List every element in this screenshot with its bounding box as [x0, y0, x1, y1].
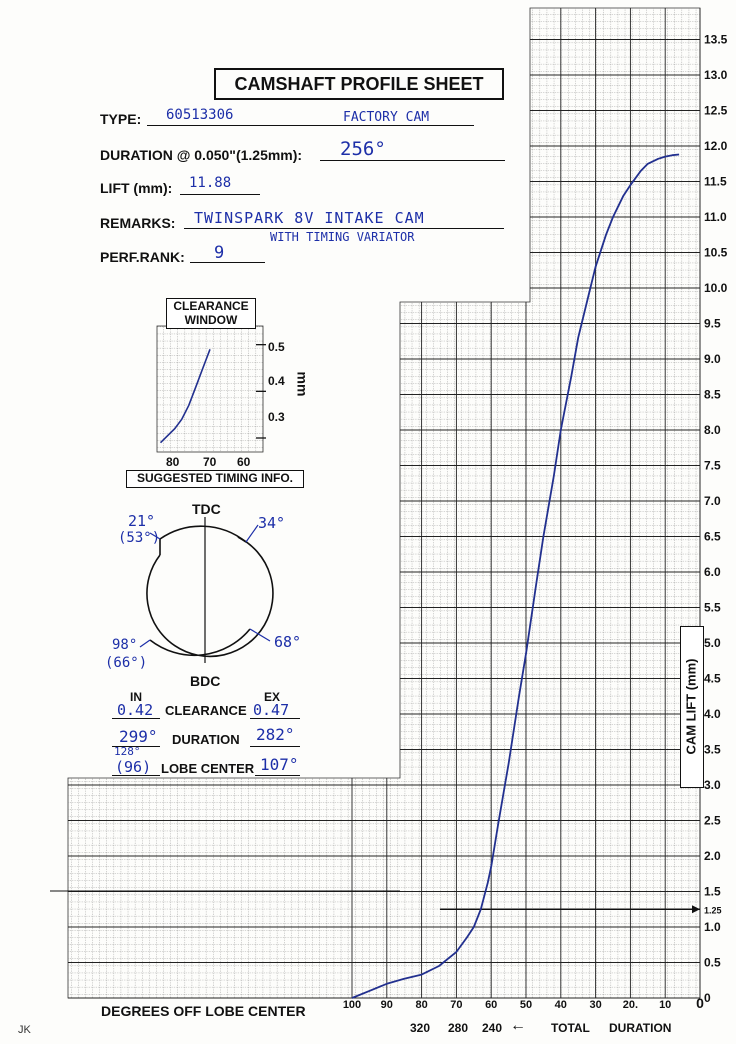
timing-heading: SUGGESTED TIMING INFO.	[126, 470, 304, 488]
duration-ex-underline	[250, 746, 300, 747]
clearance-in: 0.42	[117, 701, 154, 719]
clearance-window-line1: CLEARANCE	[173, 299, 249, 313]
type-value: 60513306	[166, 107, 234, 123]
spec-duration-label: DURATION	[172, 732, 240, 747]
evc-value: 34°	[258, 514, 286, 532]
ivo-value: 21°	[128, 512, 156, 530]
y-tick-label: 7.0	[704, 494, 721, 508]
initials: JK	[18, 1024, 31, 1036]
y-tick-label: 4.0	[704, 707, 721, 721]
bdc-label: BDC	[190, 673, 221, 689]
y-tick-label: 12.5	[704, 103, 728, 118]
y-tick-label: 8.0	[704, 423, 721, 437]
perf-value: 9	[214, 243, 225, 263]
x-tick-label: 60	[485, 999, 498, 1011]
type-note: FACTORY CAM	[343, 110, 430, 125]
x-tick-label: 0	[696, 995, 704, 1011]
y-tick-label: 13.5	[704, 32, 728, 47]
lobe-in: (96)	[115, 758, 152, 776]
clearance-window-label	[166, 298, 256, 329]
clearance-ex-underline	[250, 718, 300, 719]
perf-underline	[190, 262, 265, 263]
lobe-center-label: LOBE CENTER	[161, 761, 255, 776]
x-tick-label: 100	[342, 999, 362, 1011]
type-underline	[147, 125, 474, 126]
cw-tick-03: 0.3	[268, 410, 285, 424]
x2-arrow: ←	[510, 1017, 526, 1034]
y-tick-label: 0.5	[704, 955, 721, 970]
y-tick-label: 1.25	[704, 905, 722, 916]
y-tick-label: 3.5	[704, 742, 721, 757]
y-tick-label: 3.0	[704, 778, 721, 792]
remarks-label: REMARKS:	[100, 215, 176, 231]
y-tick-label: 1.5	[704, 884, 721, 899]
x-tick-label: 50	[519, 999, 533, 1011]
clearance-label: CLEARANCE	[165, 703, 247, 718]
lobe-in-small: 128°	[114, 745, 141, 758]
x-tick-label: 90	[380, 999, 393, 1011]
x2-title-a: TOTAL	[551, 1021, 590, 1035]
ivc-value: 98°	[112, 637, 138, 653]
lift-label: LIFT (mm):	[100, 180, 173, 196]
clearance-ex: 0.47	[253, 701, 290, 719]
clearance-in-underline	[112, 718, 160, 719]
y-tick-label: 11.0	[704, 210, 727, 224]
duration-ex: 282°	[256, 725, 295, 744]
cw-x-80: 80	[166, 455, 180, 469]
x-tick-label: 20.	[622, 999, 639, 1011]
duration-label: DURATION @ 0.050"(1.25mm):	[100, 147, 303, 163]
perf-label: PERF.RANK:	[100, 249, 185, 265]
y-axis-title: CAM LIFT (mm)	[683, 658, 699, 755]
y-tick-label: 4.5	[704, 671, 721, 686]
y-tick-label: 10.5	[704, 245, 728, 260]
duration-in: 299°	[119, 727, 158, 746]
y-axis-title-box	[680, 626, 704, 788]
y-tick-label: 2.0	[704, 849, 721, 863]
ivc-alt-value: (66°)	[105, 655, 148, 671]
x2-tick-240: 240	[482, 1021, 503, 1035]
lift-value: 11.88	[189, 175, 232, 191]
cw-tick-05: 0.5	[268, 340, 285, 354]
y-tick-label: 5.0	[704, 636, 721, 650]
lift-underline	[180, 194, 260, 195]
sheet-title: CAMSHAFT PROFILE SHEET	[214, 68, 504, 100]
ivo-alt-value: (53°)	[118, 530, 161, 546]
lobe-in-underline	[112, 775, 160, 776]
y-tick-label: 13.0	[704, 68, 728, 82]
y-tick-label: 6.0	[704, 565, 721, 579]
x-axis-title: DEGREES OFF LOBE CENTER	[101, 1003, 306, 1019]
remarks-line2: WITH TIMING VARIATOR	[270, 230, 415, 244]
tdc-label: TDC	[192, 501, 221, 517]
cw-x-60: 60	[237, 455, 251, 469]
x-tick-label: 80	[415, 999, 428, 1011]
x-tick-label: 10	[659, 999, 672, 1011]
cw-tick-04: 0.4	[268, 374, 285, 388]
remarks-line1: TWINSPARK 8V INTAKE CAM	[194, 209, 425, 227]
y-tick-label: 0	[704, 991, 711, 1005]
lobe-ex-underline	[255, 775, 300, 776]
duration-value: 256°	[340, 138, 386, 160]
y-tick-label: 11.5	[704, 174, 727, 189]
y-tick-label: 10.0	[704, 281, 728, 295]
y-tick-label: 9.0	[704, 352, 721, 366]
duration-underline	[320, 160, 505, 161]
clearance-window-line2: WINDOW	[184, 313, 238, 327]
x2-tick-280: 280	[448, 1021, 469, 1035]
cw-x-70: 70	[203, 455, 217, 469]
evo-value: 68°	[274, 633, 302, 651]
ex-label: EX	[264, 690, 281, 704]
x2-title-b: DURATION	[609, 1021, 672, 1035]
y-tick-label: 12.0	[704, 139, 728, 153]
lobe-ex: 107°	[260, 755, 299, 774]
y-tick-label: 6.5	[704, 529, 721, 544]
in-label: IN	[130, 690, 142, 704]
y-tick-label: 2.5	[704, 813, 721, 828]
y-tick-label: 1.0	[704, 920, 721, 934]
x-tick-label: 30	[589, 999, 602, 1011]
y-tick-label: 9.5	[704, 316, 721, 331]
x-tick-label: 40	[554, 999, 567, 1011]
type-label: TYPE:	[100, 111, 142, 127]
remarks-underline	[184, 228, 504, 229]
y-tick-label: 7.5	[704, 458, 721, 473]
x2-tick-320: 320	[410, 1021, 431, 1035]
y-tick-label: 8.5	[704, 387, 721, 402]
x-tick-label: 70	[450, 999, 463, 1011]
y-tick-label: 5.5	[704, 600, 721, 615]
cw-unit: mm	[294, 371, 311, 397]
